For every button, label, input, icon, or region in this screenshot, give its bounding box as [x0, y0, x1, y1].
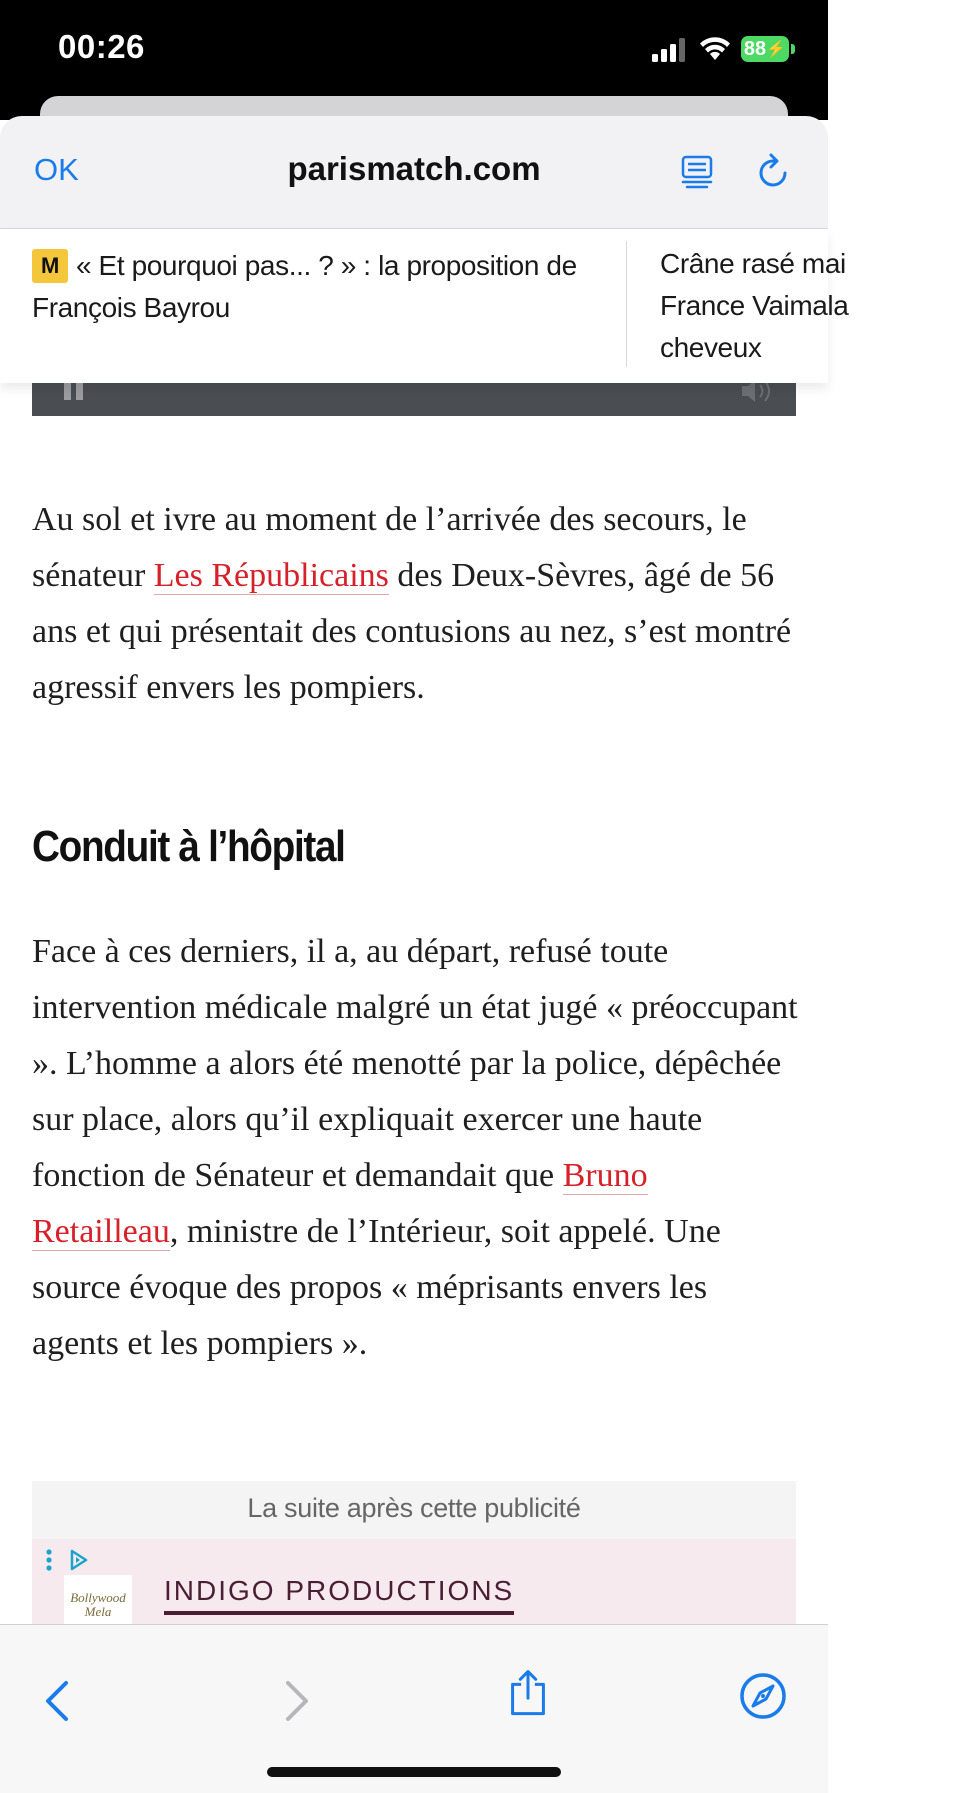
ok-button[interactable]: OK [34, 152, 79, 187]
related-headline-1-text: « Et pourquoi pas... ? » : la proposition de François Bayrou [32, 250, 577, 323]
battery-nub [791, 44, 795, 54]
article-body [32, 492, 800, 1362]
bottom-toolbar [0, 1624, 828, 1793]
forward-icon[interactable] [272, 1677, 320, 1725]
charging-bolt-icon: ⚡ [766, 41, 787, 58]
adchoices-icon[interactable] [40, 1547, 92, 1573]
divider [626, 241, 627, 367]
related-headline-2[interactable] [660, 243, 960, 369]
reload-icon[interactable] [756, 152, 792, 190]
ad-block [32, 1481, 796, 1626]
compass-icon[interactable] [738, 1671, 788, 1721]
related-headline-1[interactable] [32, 245, 592, 329]
status-time: 00:26 [58, 28, 145, 65]
section-heading: Conduit à l’hôpital [32, 822, 345, 871]
ad-label: La suite après cette publicité [247, 1493, 581, 1523]
related-headline-2-line: Crâne rasé mai [660, 248, 846, 279]
cellular-signal-icon [652, 38, 688, 62]
home-indicator[interactable] [267, 1767, 561, 1777]
article-paragraph [32, 492, 800, 716]
paragraph-text: Face à ces derniers, il a, au départ, refusé toute intervention médicale malgré un état jugé « préoccupant ». L’homme a alors été menotté par la police, dépêchée sur place, alors qu’il expliquait exercer une haute fonction de Sénateur et demandait que [32, 933, 798, 1194]
reader-icon[interactable] [680, 154, 714, 188]
link-bruno-retailleau[interactable]: Bruno Retailleau [32, 1157, 648, 1250]
video-player-controls [32, 380, 796, 416]
pause-icon[interactable] [62, 380, 86, 400]
ad-logo[interactable]: Bollywood Mela [64, 1575, 132, 1635]
paragraph-text: Au sol et ivre au moment de l’arrivée des secours, le sénateur [32, 501, 747, 594]
related-headlines [0, 229, 849, 383]
url-domain[interactable]: parismatch.com [287, 150, 541, 187]
article-paragraph [32, 924, 800, 1372]
volume-icon[interactable] [740, 380, 776, 402]
wifi-icon [698, 34, 732, 62]
link-les-republicains[interactable]: Les Républicains [153, 557, 389, 594]
battery-indicator [741, 36, 789, 62]
ad-brand[interactable]: INDIGO PRODUCTIONS [164, 1575, 514, 1615]
related-headline-2-line: cheveux [660, 332, 762, 363]
match-badge: M [32, 249, 68, 283]
back-icon[interactable] [34, 1677, 82, 1725]
related-headline-2-line: France Vaimala [660, 290, 849, 321]
share-icon[interactable] [504, 1669, 552, 1717]
paragraph-text: des Deux-Sèvres, âgé de 56 ans et qui présentait des contusions au nez, s’est montré agressif envers les pompiers. [32, 557, 792, 706]
battery-level: 88 [743, 37, 767, 60]
paragraph-text: , ministre de l’Intérieur, soit appelé. Une source évoque des propos « méprisants envers les agents et les pompiers ». [32, 1213, 721, 1362]
browser-header [0, 116, 828, 229]
